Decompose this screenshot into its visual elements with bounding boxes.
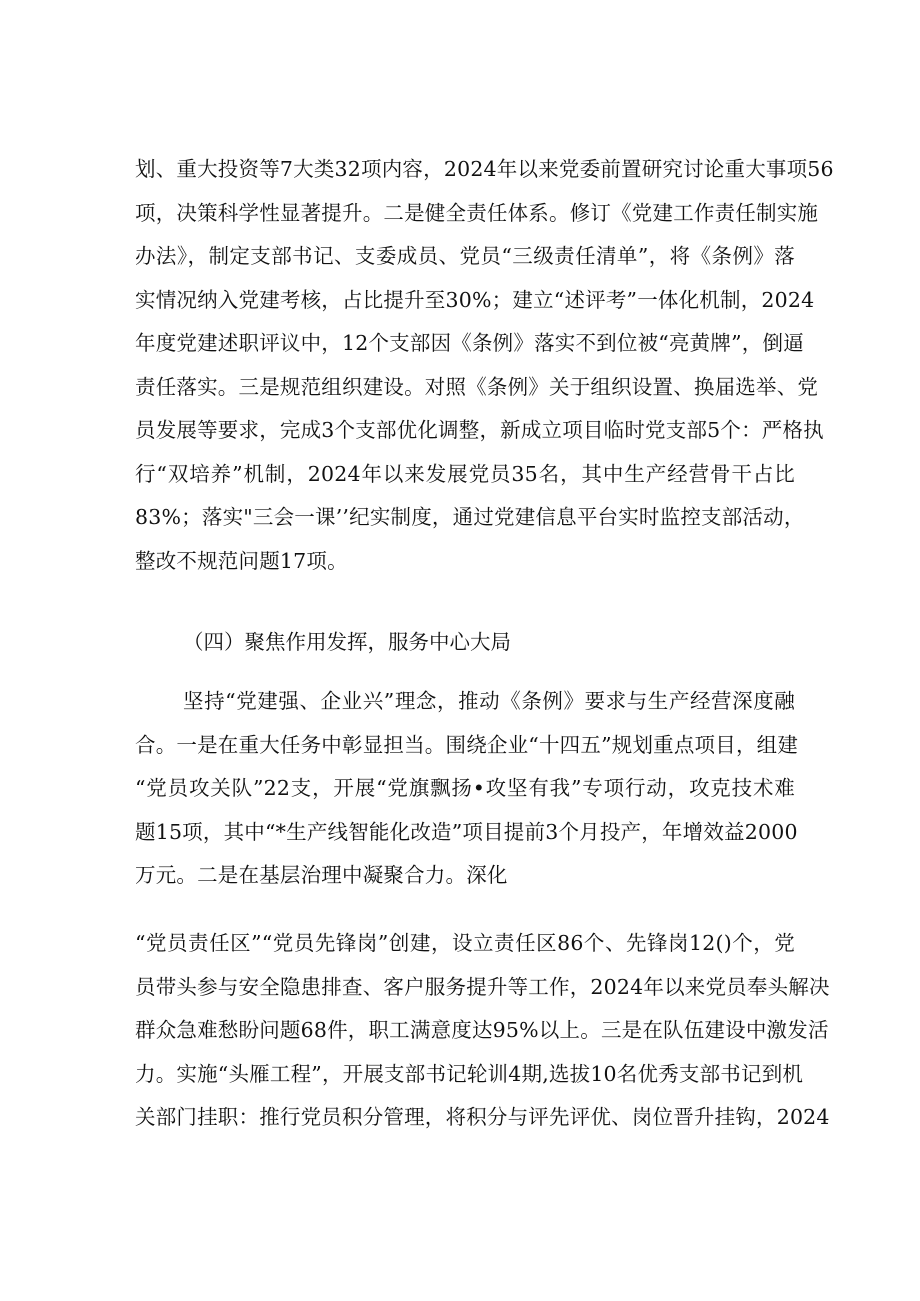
text-line: “党员责任区”“党员先锋岗”创建，设立责任区86个、先锋岗12()个，党 [135, 931, 795, 955]
text-line: 题15项，其中“*生产线智能化改造”项目提前3个月投产，年增效益2000 [135, 819, 798, 844]
text-line: “党员攻关队”22支，开展“党旗飘扬•攻坚有我”专项行动，攻克技术难 [135, 776, 795, 800]
text-line: 行“双培养”机制，2024年以来发展党员35名，其中生产经营骨干占比 [135, 461, 795, 486]
paragraph-central-work [135, 680, 799, 898]
text-line: 关部门挂职：推行党员积分管理，将积分与评先评优、岗位晋升挂钩，2024 [135, 1105, 830, 1129]
text-line: 坚持“党建强、企业兴”理念，推动《条例》要求与生产经营深度融 [183, 689, 795, 713]
text-line: 实情况纳入党建考核，占比提升至30%；建立“述评考”一体化机制，2024 [135, 287, 815, 312]
text-line: 员带头参与安全隐患排查、客户服务提升等工作，2024年以来党员奉头解决 [135, 974, 830, 999]
text-line: 办法》，制定支部书记、支委成员、党员“三级责任清单”，将《条例》落 [135, 244, 795, 268]
paragraph-grassroots-governance [135, 922, 830, 1140]
paragraph-responsibility-system [135, 148, 834, 583]
text-line: 划、重大投资等7大类32项内容，2024年以来党委前置研究讨论重大事项56 [135, 157, 834, 181]
text-line: 合。一是在重大任务中彰显担当。围绕企业“十四五”规划重点项目，组建 [135, 732, 799, 757]
text-line: 83%；落实"三会一课’’纪实制度，通过党建信息平台实时监控支部活动， [135, 505, 805, 529]
text-line: 力。实施“头雁工程”，开展支部书记轮训4期,选拔10名优秀支部书记到机 [135, 1061, 804, 1086]
text-line: 整改不规范问题17项。 [135, 548, 348, 573]
text-line: 年度党建述职评议中，12个支部因《条例》落实不到位被“亮黄牌”，倒逼 [135, 331, 804, 355]
text-line: 员发展等要求，完成3个支部优化调整，新成立项目临时党支部5个：严格执 [135, 418, 824, 442]
text-line: 群众急难愁盼问题68件，职工满意度达95%以上。三是在队伍建设中激发活 [135, 1018, 829, 1042]
text-line: 万元。二是在基层治理中凝聚合力。深化 [135, 863, 508, 887]
section-heading: （四）聚焦作用发挥，服务中心大局 [183, 630, 511, 654]
text-line: 责任落实。三是规范组织建设。对照《条例》关于组织设置、换届选举、党 [135, 374, 819, 399]
text-line: 项，决策科学性显著提升。二是健全责任体系。修订《党建工作责任制实施 [135, 200, 819, 225]
